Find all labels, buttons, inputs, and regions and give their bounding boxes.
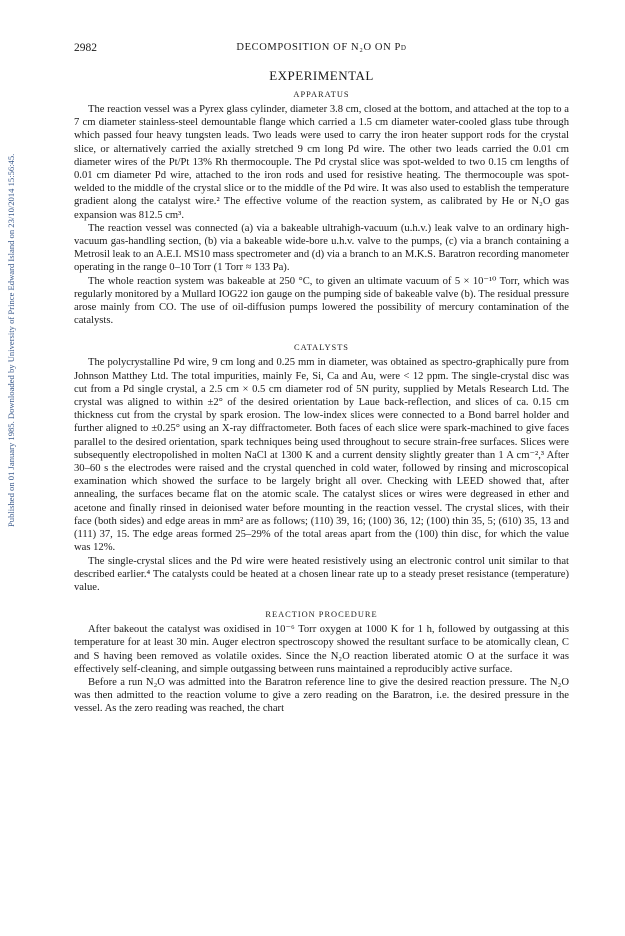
section-title: EXPERIMENTAL	[269, 68, 374, 83]
apparatus-paragraph: The reaction vessel was connected (a) via a bakeable ultrahigh-vacuum (u.h.v.) leak valve to an ordinary high-vacuum gas-handling section, (b) via a bakeable wide-bore u.h.v. valve to the pumps, (c) via a branch containing a Metrosil leak to an A.E.I. MS10 mass spectrometer and (d) via a branch to an M.K.S. Baratron recording manometer operating in the range 0–10 Torr (1 Torr ≈ 133 Pa).	[74, 222, 569, 274]
article-page	[74, 42, 569, 716]
reaction-procedure-paragraph: Before a run N₂O was admitted into the Baratron reference line to give the desired reaction pressure. The N₂O was then admitted to the reaction volume to give a zero reading on the Baratron, i.e. the desired pressure in the vessel. As the zero reading was reached, the chart	[74, 676, 569, 715]
catalysts-paragraph: The single-crystal slices and the Pd wire were heated resistively using an electronic control unit similar to that described earlier.⁴ The catalysts could be heated at a chosen linear rate up to a steady preset resistance (temperature) value.	[74, 555, 569, 593]
reaction-procedure-heading: REACTION PROCEDURE	[265, 610, 378, 620]
apparatus-heading: APPARATUS	[293, 90, 350, 99]
page-number: 2982	[74, 42, 97, 54]
reaction-procedure-paragraph: After bakeout the catalyst was oxidised in 10⁻⁶ Torr oxygen at 1000 K for 1 h, followed by outgassing at this temperature for at least 30 min. Auger electron spectroscopy showed the resultant surface to be atomically clean, C and S having been removed as volatile oxides. Since the N₂O reaction liberated atomic O at the surface it was effectively self-cleaning, and simple outgassing between runs maintained a reproducibly active surface.	[74, 624, 569, 675]
download-watermark: Published on 01 January 1985. Downloaded by University of Prince Edward Island on 23/10/2014 15:56:45.	[6, 153, 16, 527]
apparatus-paragraph: The whole reaction system was bakeable at 250 °C, to given an ultimate vacuum of 5 × 10⁻¹⁰ Torr, which was regularly monitored by a Mullard IOG22 ion gauge on the pumping side of bakeable valve (b). The residual pressure arose mainly from CO. The use of oil-diffusion pumps lowered the possibility of mercury contamination of the catalysts.	[74, 275, 569, 327]
running-header	[74, 42, 569, 58]
catalysts-paragraph: The polycrystalline Pd wire, 9 cm long and 0.25 mm in diameter, was obtained as spectro-graphically pure from Johnson Matthey Ltd. The total impurities, mainly Fe, Si, Ca and Au, were < 12 ppm. The single-crystal disc was cut from a Pd single crystal, a 2.5 cm × 0.5 cm diameter rod of 5N purity, supplied by Metals Research Ltd. The crystal was aligned to within ±2° of the desired orientation by Laue back-reflection, and slices of ca. 0.15 cm thickness cut from the crystal by spark erosion. The low-index slices were connected to a Bond barrel holder and further aligned to ±0.25° using an X-ray diffractometer. Both faces of each slice were spark-machined to give faces parallel to the desired orientation, spark techniques being used throughout to secure strain-free surfaces. Slices were subsequently electropolished in molten NaCl at 1300 K and a current density slightly greater than 1 A cm⁻²,³ After 30–60 s the electrodes were raised and the crystal quenched in cold water, followed by rinsing and microscopical examination which showed the surface to be largely bright all over. Checking with LEED showed that, after annealing, the surfaces became flat on the atomic scale. The catalyst slices or wires were degreased in ether and acetone and finally rinsed in deionised water before mounting in the reaction vessel. The crystal slices, with their face (both sides) and edge areas in mm² are as follows; (110) 39, 16; (100) 36, 12; (100) thin 35, 5; (610) 35, 13 and (111) 37, 15. The edge areas formed 25–29% of the total areas apart from the (100) thin disc, for which the value was 12%.	[74, 357, 569, 554]
running-title: DECOMPOSITION OF N₂O ON Pd	[236, 42, 407, 53]
apparatus-paragraph: The reaction vessel was a Pyrex glass cylinder, diameter 3.8 cm, closed at the bottom, and attached at the top to a 7 cm diameter stainless-steel demountable flange which carried a 1.5 cm diameter water-cooled glass tube through which passed four heavy tungsten leads. Two leads were used to carry the iron heater support rods for the crystal slice, or alternatively carried the axially stretched 9 cm long Pd wire. The other two leads carried the 0.01 cm diameter wires of the Pt/Pt 13% Rh thermocouple. The Pd crystal slice was spot-welded to two 0.15 cm lengths of 0.01 cm diameter Pd wire, attached to the iron rods and used for resistive heating. The thermocouple was spot-welded to the middle of the crystal slice or to the middle of the Pd wire. It was also used to establish the temperature gradient along the catalyst wire.² The effective volume of the reaction system, as calibrated by He or N₂O gas expansion was 812.5 cm³.	[74, 104, 569, 221]
catalysts-heading: CATALYSTS	[294, 343, 349, 353]
